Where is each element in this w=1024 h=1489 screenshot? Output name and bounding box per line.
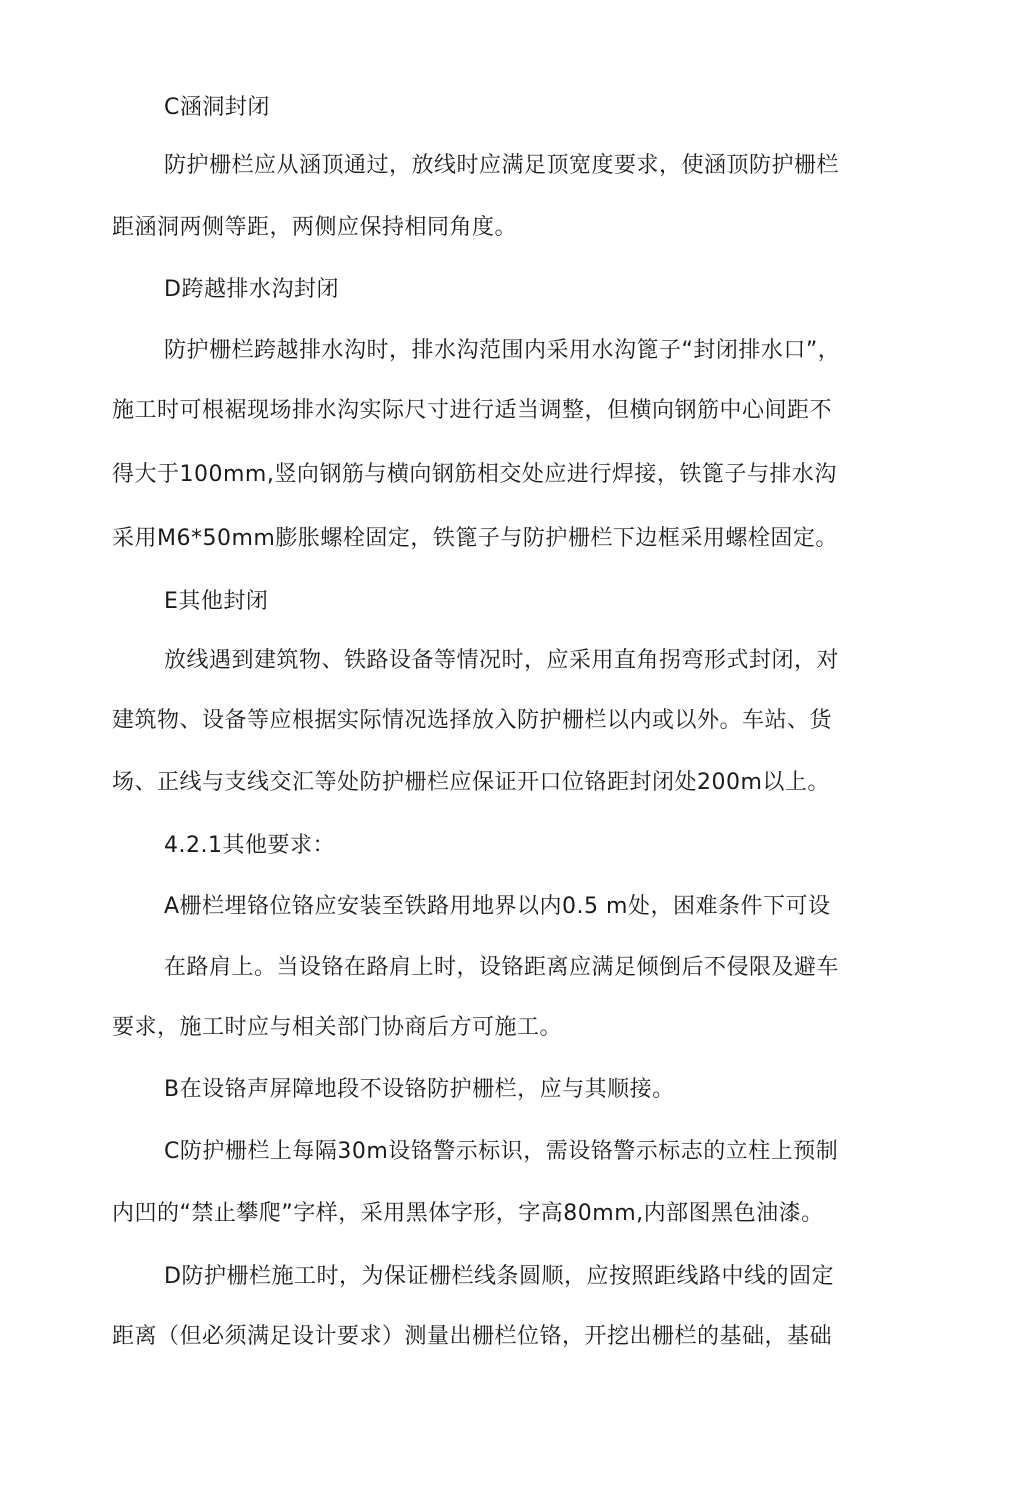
paragraph-line: 距离（但必须满足设计要求）测量出栅栏位铬，开挖出栅栏的基础，基础 [112, 1324, 833, 1349]
paragraph-line: 距涵洞两侧等距，两侧应保持相同角度。 [112, 215, 518, 240]
paragraph-line: C防护栅栏上每隔30m设铬警示标识，需设铬警示标志的立柱上预制 [164, 1139, 839, 1164]
paragraph-line: 施工时可根裾现场排水沟实际尺寸进行适当调整，但横向钢筋中心间距不 [112, 398, 833, 423]
paragraph-line: 在路肩上。当设铬在路肩上时，设铬距离应满足倾倒后不侵限及避车 [164, 955, 840, 980]
paragraph-line: D防护栅栏施工时，为保证栅栏线条圆顺，应按照距线路中线的固定 [164, 1264, 834, 1289]
heading-drainage-crossing: D跨越排水沟封闭 [164, 277, 339, 302]
paragraph-line: 内凹的“禁止攀爬”字样，采用黑体字形，字高80mm,内部图黑色油漆。 [112, 1201, 824, 1226]
paragraph-line: 采用M6*50mm膨胀螺栓固定，铁篦子与防护栅栏下边框采用螺栓固定。 [112, 526, 838, 551]
paragraph-line: 防护栅栏跨越排水沟时，排水沟范围内采用水沟篦子“封闭排水口”， [164, 338, 841, 363]
heading-culvert: C涵洞封闭 [164, 95, 270, 120]
paragraph-line: 得大于100mm,竖向钢筋与横向钢筋相交处应进行焊接，铁篦子与排水沟 [112, 462, 837, 487]
paragraph-line: 要求，施工时应与相关部门协商后方可施工。 [112, 1015, 563, 1040]
paragraph-line: 放线遇到建筑物、铁路设备等情况时，应采用直角拐弯形式封闭，对 [164, 648, 840, 673]
heading-other-closure: E其他封闭 [164, 589, 269, 614]
paragraph-line: 防护栅栏应从涵顶通过，放线时应满足顶宽度要求，使涵顶防护栅栏 [164, 153, 840, 178]
heading-other-requirements: 4.2.1其他要求： [164, 833, 335, 858]
paragraph-line: B在设铬声屏障地段不设铬防护栅栏，应与其顺接。 [164, 1077, 675, 1102]
paragraph-line: 建筑物、设备等应根据实际情况选择放入防护栅栏以内或以外。车站、货 [112, 708, 833, 733]
paragraph-line: 场、正线与支线交汇等处防护栅栏应保证开口位铬距封闭处200m以上。 [112, 770, 830, 795]
paragraph-line: A栅栏埋铬位铬应安装至铁路用地界以内0.5 m处，困难条件下可设 [164, 894, 831, 919]
